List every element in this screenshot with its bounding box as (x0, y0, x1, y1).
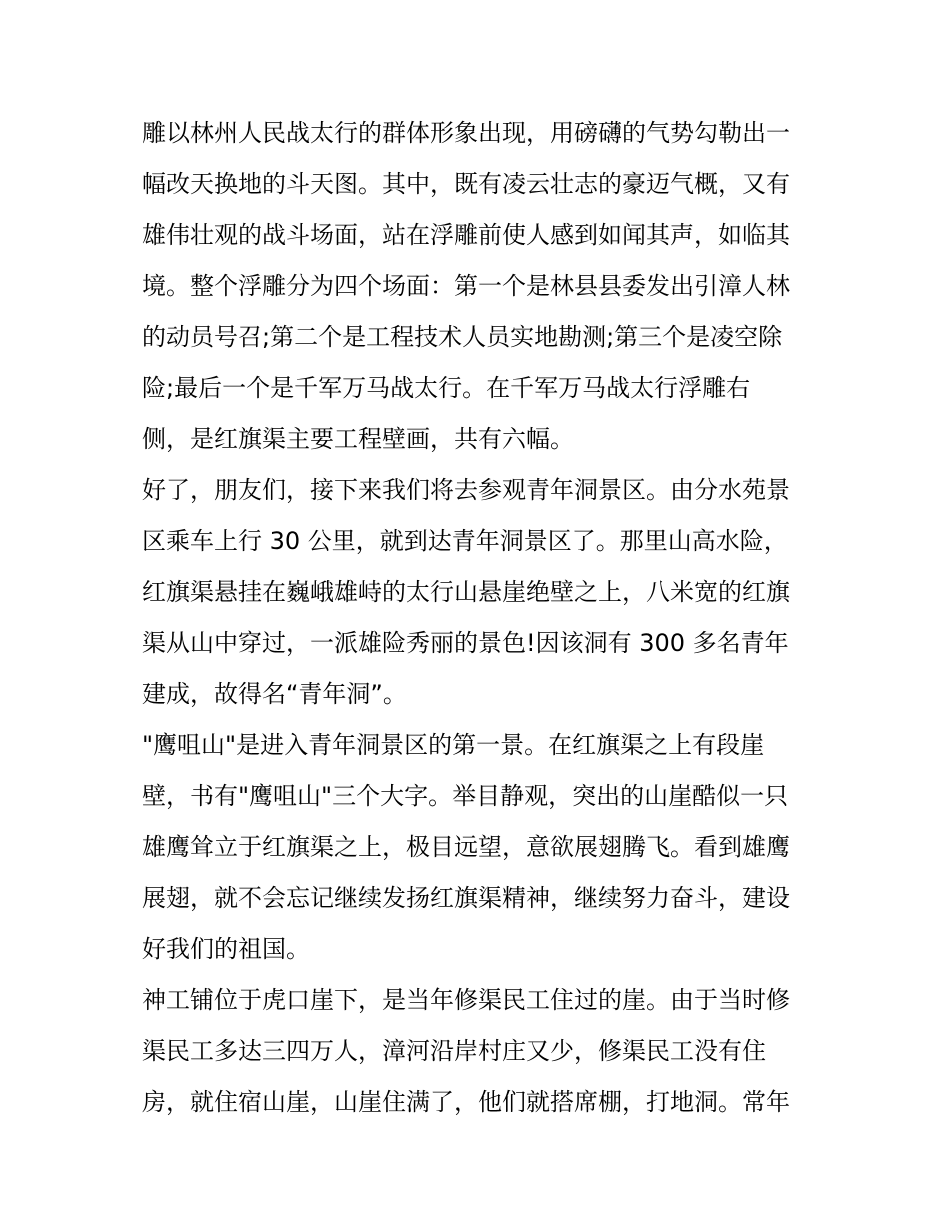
text-line: 建成，故得名“青年洞”。 (142, 680, 407, 708)
text-line: 壁，书有"鹰咀山"三个大字。举目静观，突出的山崖酷似一只 (142, 782, 789, 810)
text-line: "鹰咀山"是进入青年洞景区的第一景。在红旗渠之上有段崖 (142, 731, 765, 759)
text-line: 红旗渠悬挂在巍峨雄峙的太行山悬崖绝壁之上，八米宽的红旗 (142, 578, 790, 606)
text-line: 好我们的祖国。 (142, 935, 310, 963)
text-line: 神工铺位于虎口崖下，是当年修渠民工住过的崖。由于当时修 (142, 986, 790, 1014)
text-line: 幅改天换地的斗天图。其中，既有凌云壮志的豪迈气概，又有 (142, 170, 790, 198)
text-line: 雕以林州人民战太行的群体形象出现，用磅礴的气势勾勒出一 (142, 119, 790, 147)
text-line: 好了，朋友们，接下来我们将去参观青年洞景区。由分水苑景 (142, 476, 790, 504)
text-line: 渠从山中穿过，一派雄险秀丽的景色!因该洞有 300 多名青年 (142, 629, 789, 657)
text-line: 房，就住宿山崖，山崖住满了，他们就搭席棚，打地洞。常年 (142, 1088, 790, 1116)
text-line: 雄鹰耸立于红旗渠之上，极目远望，意欲展翅腾飞。看到雄鹰 (142, 833, 790, 861)
text-line: 渠民工多达三四万人，漳河沿岸村庄又少，修渠民工没有住 (142, 1037, 766, 1065)
text-line: 雄伟壮观的战斗场面，站在浮雕前使人感到如闻其声，如临其 (142, 221, 790, 249)
text-line: 的动员号召;第二个是工程技术人员实地勘测;第三个是凌空除 (142, 323, 783, 351)
text-line: 境。整个浮雕分为四个场面：第一个是林县县委发出引漳人林 (142, 272, 790, 300)
body-text (142, 108, 822, 1128)
text-line: 侧，是红旗渠主要工程壁画，共有六幅。 (142, 425, 574, 453)
text-line: 险;最后一个是千军万马战太行。在千军万马战太行浮雕右 (142, 374, 751, 402)
text-line: 区乘车上行 30 公里，就到达青年洞景区了。那里山高水险， (142, 527, 788, 555)
text-line: 展翅，就不会忘记继续发扬红旗渠精神，继续努力奋斗，建设 (142, 884, 790, 912)
